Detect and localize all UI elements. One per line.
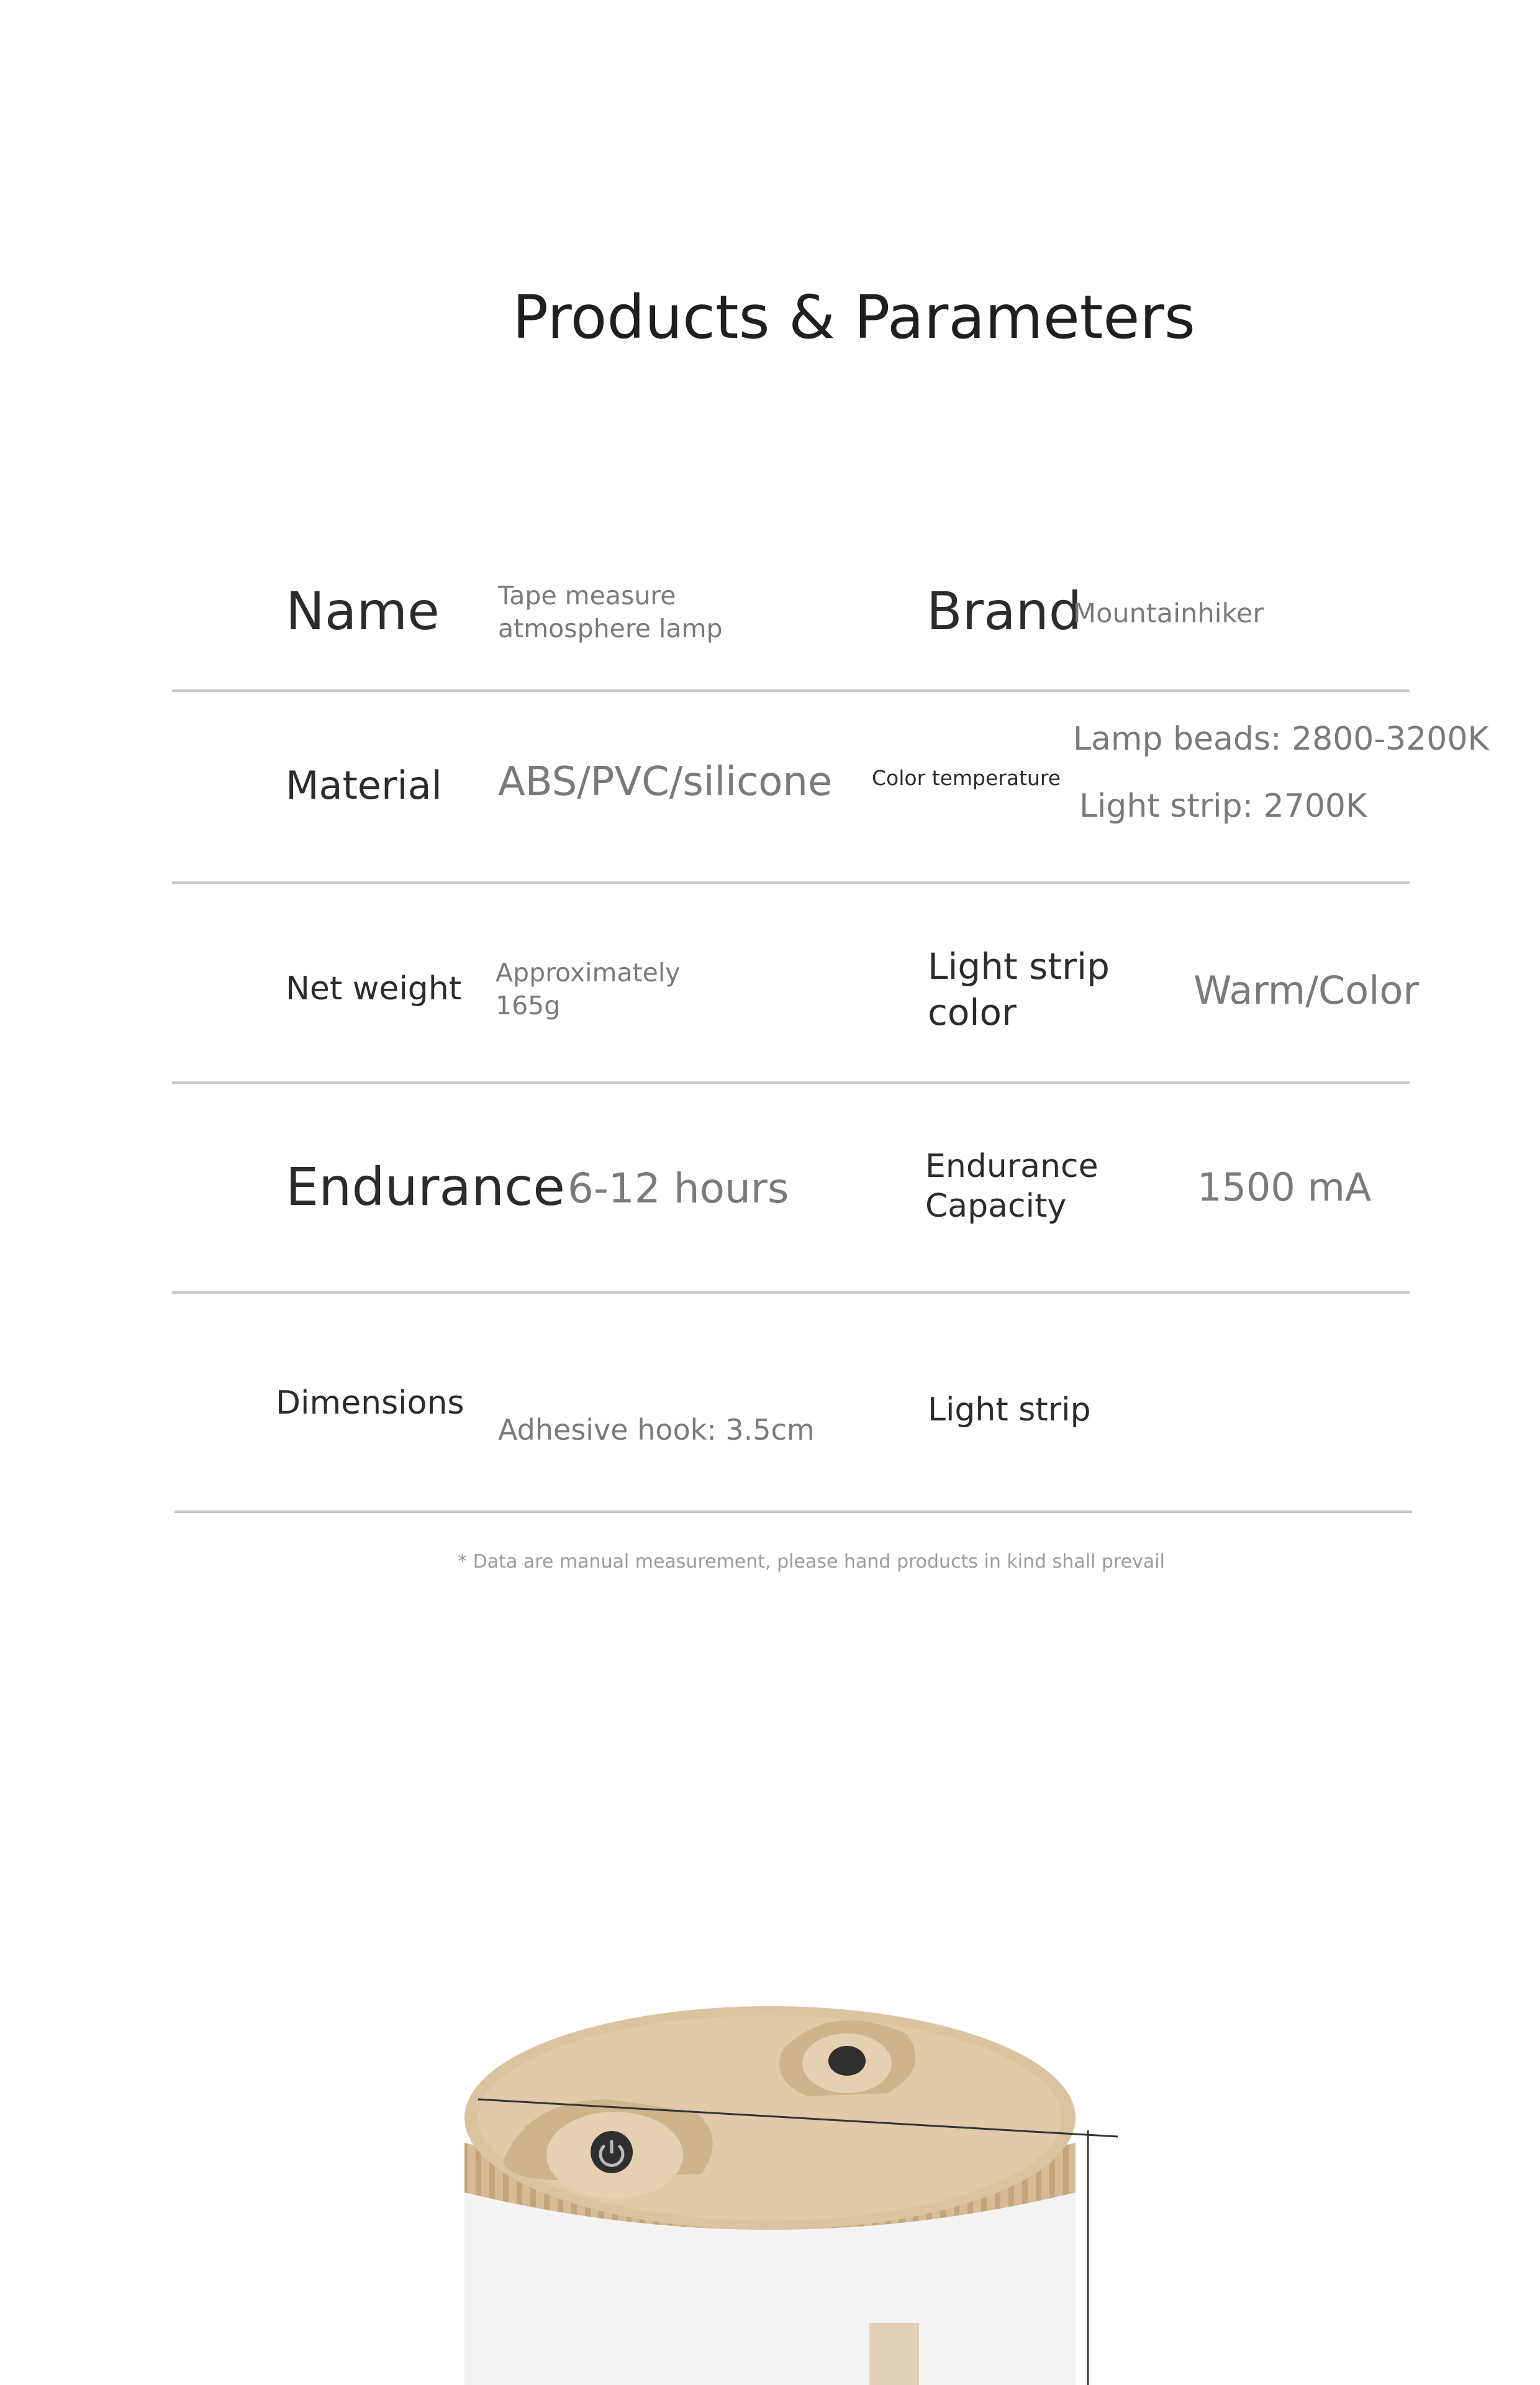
net-weight-value-line1: Approximately — [496, 958, 681, 988]
usb-port-icon — [828, 2046, 866, 2076]
endurance-capacity-value: 1500 mA — [1197, 1165, 1372, 1210]
endurance-capacity-label-line1: Endurance — [925, 1148, 1098, 1185]
row-divider-3 — [172, 1081, 1410, 1084]
lamp-side-tab — [869, 2323, 919, 2385]
brand-value: Mountainhiker — [1073, 598, 1264, 629]
endurance-value: 6-12 hours — [568, 1165, 789, 1212]
endurance-capacity-label-line2: Capacity — [925, 1188, 1067, 1225]
row-divider-4 — [172, 1291, 1410, 1294]
light-strip-color-label-line2: color — [928, 991, 1017, 1034]
material-label: Material — [286, 763, 442, 808]
product-lamp-image — [435, 1975, 1149, 2385]
footnote: * Data are manual measurement, please hand products in kind shall prevail — [458, 1551, 1165, 1573]
light-strip-color-value: Warm/Color — [1194, 968, 1419, 1013]
dimensions-value: Adhesive hook: 3.5cm — [498, 1413, 815, 1447]
row-divider-5 — [174, 1510, 1412, 1513]
dimensions-label: Dimensions — [276, 1384, 464, 1422]
name-value-line1: Tape measure — [498, 581, 676, 611]
row-divider-2 — [172, 881, 1410, 884]
color-temperature-label: Color temperature — [872, 766, 1061, 790]
endurance-label: Endurance — [286, 1156, 565, 1217]
light-strip-label: Light strip — [928, 1391, 1091, 1429]
material-value: ABS/PVC/silicone — [498, 759, 833, 805]
net-weight-label: Net weight — [286, 970, 462, 1007]
name-label: Name — [286, 581, 440, 642]
color-temperature-value-line1: Lamp beads: 2800-3200K — [1073, 720, 1489, 758]
light-strip-color-label-line1: Light strip — [928, 945, 1110, 988]
net-weight-value-line2: 165g — [496, 991, 561, 1020]
color-temperature-value-line2: Light strip: 2700K — [1079, 788, 1367, 825]
brand-label: Brand — [926, 581, 1082, 642]
row-divider-1 — [172, 689, 1410, 692]
page-title: Products & Parameters — [512, 283, 1195, 352]
name-value-line2: atmosphere lamp — [498, 614, 723, 643]
